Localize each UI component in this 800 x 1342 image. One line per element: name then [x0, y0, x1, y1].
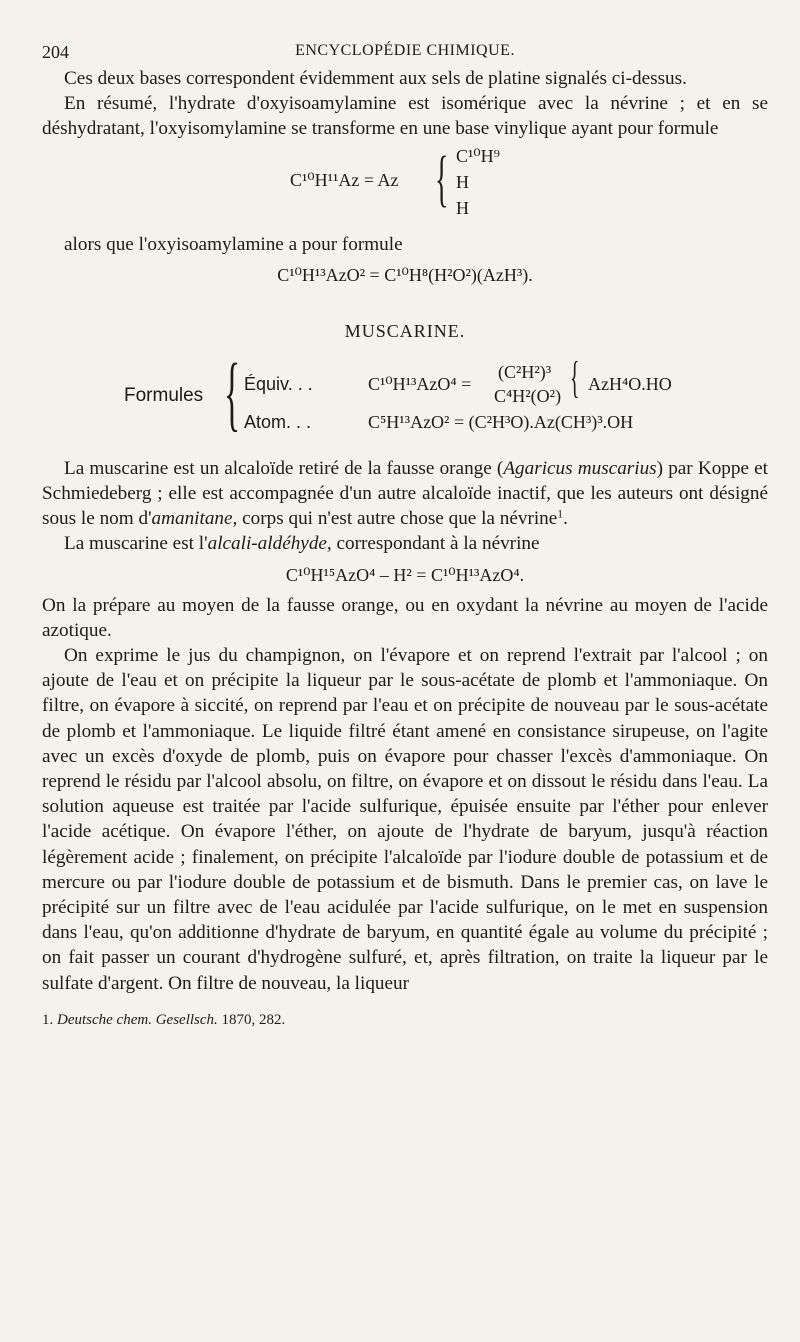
- formula-oxyisoamylamine: C¹⁰H¹³AzO² = C¹⁰H⁸(H²O²)(AzH³).: [277, 264, 533, 285]
- formula-nevrine-relation: C¹⁰H¹⁵AzO⁴ – H² = C¹⁰H¹³AzO⁴.: [285, 564, 525, 585]
- p4-text-e: , corps qui n'est autre chose que la névrine: [232, 508, 558, 530]
- p4-text-f: .: [563, 508, 568, 530]
- p5-text-c: correspondant à la névrine: [331, 533, 540, 555]
- paragraph-7: On exprime le jus du champignon, on l'évapore et on reprend l'extrait par l'alcool ; on ajoute de l'eau et on précipite la liqueur par le sous-acétate de plomb et l'ammoniaque. On filtre, on évapore à siccité, on reprend par l'eau et on précipite de nouveau par le sous-acétate de plomb et l'ammoniaque. Le liquide filtré étant amené en consistance sirupeuse, on l'agite avec un excès d'oxyde de plomb, puis on évapore pour chasser l'excès d'ammoniaque. On reprend le résidu par l'alcool absolu, on filtre, on évapore et on dissout le résidu dans l'eau. La solution aqueuse est traitée par l'acide sulfurique, épuisée ensuite par l'éther pour enlever l'acide acétique. On évapore l'éther, on ajoute de l'hydrate de baryum, jusqu'à réaction légèrement acide ; finalement, on précipite l'alcaloïde par l'iodure double de potassium et de mercure ou par l'iodure double de potassium et de bismuth. Dans le premier cas, on lave le précipité sur un filtre avec de l'eau acidulée par l'acide sulfurique, on le met en suspension dans l'eau, qu'on additionne d'hydrate de baryum, en quantité égale au volume du précipité ; on fait passer un courant d'hydrogène sulfuré, et, après filtration, on traite la liqueur par le sulfate d'argent. On filtre de nouveau, la liqueur: [42, 645, 768, 994]
- page-number: 204: [42, 42, 69, 62]
- formula-label: Formules: [124, 384, 204, 406]
- footnote-details: 1870, 282.: [221, 1011, 286, 1028]
- section-title: MUSCARINE.: [344, 320, 466, 341]
- atom-label: Atom. . .: [244, 411, 312, 432]
- formula-vinyl-r1: C¹⁰H⁹: [456, 145, 500, 166]
- paragraph-3: alors que l'oxyisoamylamine a pour formule: [64, 233, 403, 255]
- page-header: [42, 36, 768, 66]
- brace-glyph: {: [570, 352, 580, 402]
- atom-formula: C⁵H¹³AzO² = (C²H³O).Az(CH³)³.OH: [368, 411, 634, 432]
- p4-text-c: ) par Koppe et Schmiedeberg ; elle est accompagnée d'un autre alcaloïde inactif, que les auteurs ont désigné sous le nom d': [42, 457, 768, 530]
- equiv-rhs: AzH⁴O.HO: [588, 373, 672, 394]
- formula-vinyl-r2: H: [456, 171, 469, 192]
- p4-species-name: Agaricus muscarius: [503, 457, 657, 479]
- footnote-number: 1.: [42, 1011, 54, 1028]
- brace-glyph: {: [224, 346, 241, 440]
- p4-amanitane: amanitane: [151, 508, 233, 530]
- equiv-top: (C²H²)³: [498, 361, 552, 382]
- footnote: [42, 1010, 768, 1030]
- formula-vinyl-lhs: C¹⁰H¹¹Az = Az: [290, 169, 399, 190]
- brace-glyph: {: [435, 144, 449, 213]
- paragraph-4: [42, 456, 768, 532]
- equiv-label: Équiv. . .: [244, 373, 313, 394]
- running-head: ENCYCLOPÉDIE CHIMIQUE.: [295, 42, 515, 59]
- paragraph-1: Ces deux bases correspondent évidemment aux sels de platine signalés ci-dessus.: [64, 68, 687, 89]
- paragraph-6: On la prépare au moyen de la fausse orange, ou en oxydant la névrine au moyen de l'acide azotique.: [42, 594, 768, 641]
- formula-vinyl-r3: H: [456, 197, 469, 218]
- paragraph-2: En résumé, l'hydrate d'oxyisoamylamine est isomérique avec la névrine ; et en se déshydratant, l'oxyisomylamine se transforme en une base vinylique ayant pour formule: [42, 93, 768, 140]
- footnote-source: Deutsche chem. Gesellsch.: [57, 1011, 218, 1028]
- footnote-ref[interactable]: 1: [557, 508, 564, 521]
- p4-text-a: La muscarine est un alcaloïde retiré de la fausse orange (: [64, 457, 504, 479]
- document-page: [42, 36, 768, 1030]
- equiv-bottom: C⁴H²(O²): [494, 385, 562, 406]
- paragraph-5: [42, 531, 768, 556]
- equiv-lhs: C¹⁰H¹³AzO⁴ =: [368, 373, 472, 394]
- p5-term: alcali-aldéhyde,: [207, 533, 332, 555]
- formula-vinyl-base: [42, 146, 768, 222]
- formula-muscarine: [42, 346, 768, 444]
- p5-text-a: La muscarine est l': [64, 533, 208, 555]
